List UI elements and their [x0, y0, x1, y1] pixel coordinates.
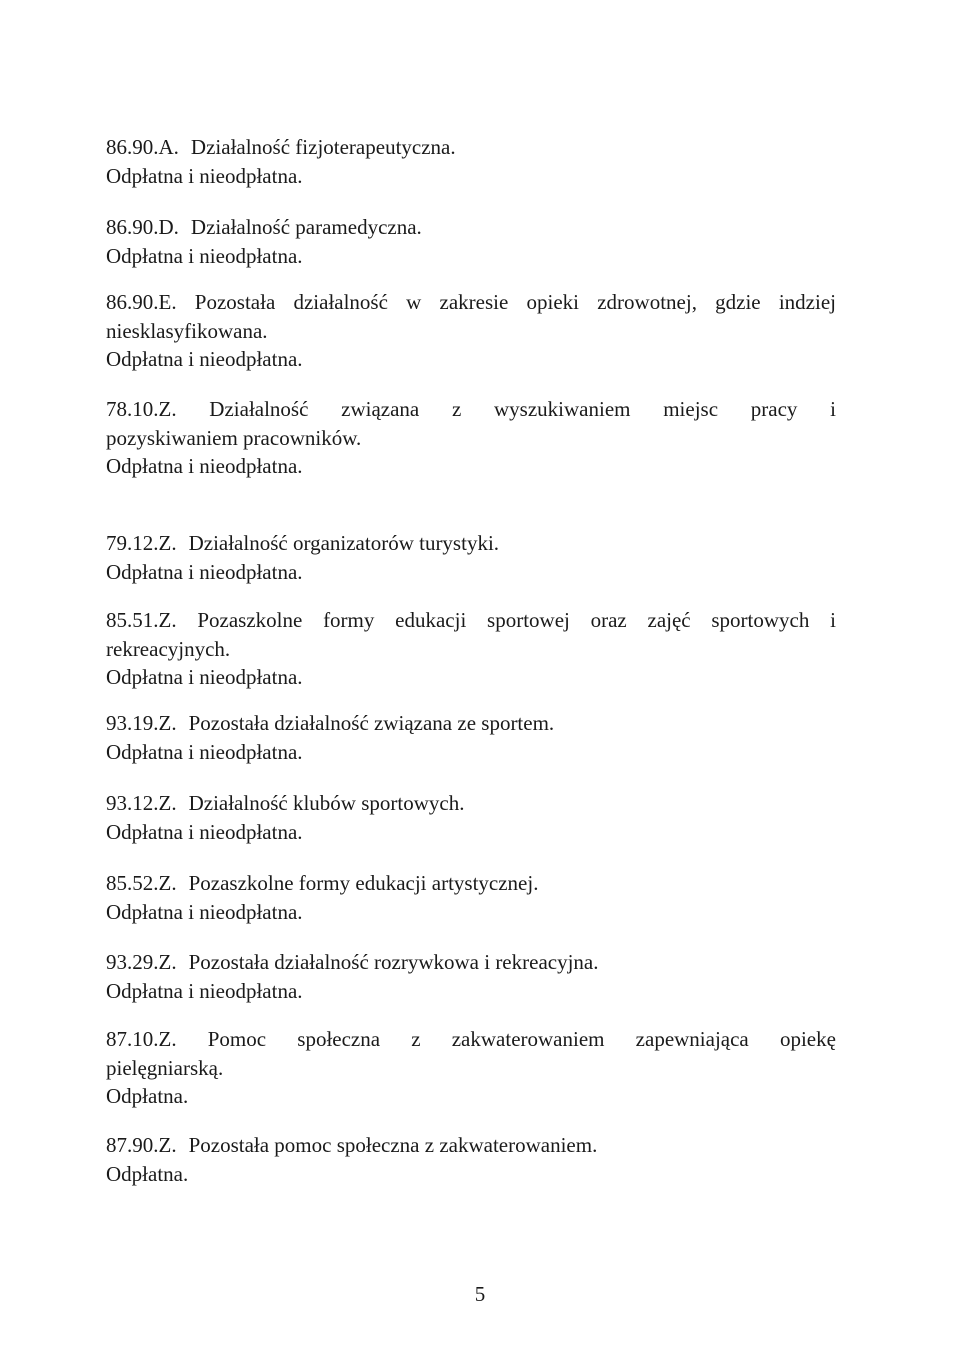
- entry-heading: [106, 1025, 836, 1054]
- title-word: zapewniająca: [635, 1027, 749, 1051]
- entry-86-90-d: [106, 213, 836, 270]
- title-word: i: [830, 397, 836, 421]
- entry-heading: [106, 789, 836, 818]
- entry-code: 86.90.A.: [106, 135, 179, 159]
- title-word: edukacji: [395, 608, 467, 632]
- title-word: w: [406, 290, 422, 314]
- entry-payment: Odpłatna i nieodpłatna.: [106, 819, 303, 844]
- title-word: gdzie: [715, 290, 761, 314]
- title-word: miejsc: [663, 397, 719, 421]
- entry-code: 78.10.Z.: [106, 397, 177, 421]
- entry-payment: Odpłatna.: [106, 1161, 189, 1186]
- entry-title-continuation: rekreacyjnych.: [106, 636, 231, 661]
- entry-payment: Odpłatna i nieodpłatna.: [106, 559, 303, 584]
- entry-heading: [106, 133, 836, 162]
- entry-payment: Odpłatna i nieodpłatna.: [106, 665, 303, 689]
- entry-heading: [106, 606, 836, 635]
- title-word: z: [451, 397, 462, 421]
- entry-title: Pozaszkolne formy edukacji artystycznej.: [188, 871, 539, 895]
- entry-title: Pozostała działalność rozrywkowa i rekreacyjna.: [188, 950, 599, 974]
- entry-86-90-a: [106, 133, 836, 190]
- entry-code: 85.51.Z.: [106, 608, 177, 632]
- entry-93-29-z: [106, 948, 836, 1005]
- entry-title: Działalność fizjoterapeutyczna.: [190, 135, 456, 159]
- entry-code: 93.19.Z.: [106, 711, 177, 735]
- title-word: Działalność: [209, 397, 309, 421]
- entry-86-90-e: [106, 288, 836, 374]
- entry-payment: Odpłatna.: [106, 1084, 189, 1108]
- entry-payment: Odpłatna i nieodpłatna.: [106, 978, 303, 1003]
- entry-heading: [106, 288, 836, 317]
- entry-payment: Odpłatna i nieodpłatna.: [106, 899, 303, 924]
- entry-code: 87.90.Z.: [106, 1133, 177, 1157]
- title-word: i: [830, 608, 836, 632]
- entry-title: Pozostała działalność związana ze sportem.: [188, 711, 555, 735]
- entry-heading: [106, 948, 836, 977]
- title-word: opiekę: [779, 1027, 836, 1051]
- title-word: indziej: [778, 290, 836, 314]
- title-word: sportowej: [487, 608, 570, 632]
- title-word: Pomoc: [207, 1027, 267, 1051]
- title-word: działalność: [293, 290, 388, 314]
- title-word: zakwaterowaniem: [451, 1027, 605, 1051]
- title-word: Pozostała: [194, 290, 276, 314]
- entry-heading: [106, 529, 836, 558]
- title-word: formy: [323, 608, 375, 632]
- entry-title: Działalność paramedyczna.: [190, 215, 422, 239]
- title-word: pracy: [750, 397, 798, 421]
- title-word: sportowych: [711, 608, 810, 632]
- page-number: 5: [474, 1282, 486, 1306]
- entry-87-90-z: [106, 1131, 836, 1188]
- entry-code: 85.52.Z.: [106, 871, 177, 895]
- entry-heading: [106, 709, 836, 738]
- entry-code: 79.12.Z.: [106, 531, 177, 555]
- entry-title-continuation: pozyskiwaniem pracowników.: [106, 425, 362, 450]
- title-word: Pozaszkolne: [197, 608, 303, 632]
- title-word: opieki: [526, 290, 580, 314]
- entry-heading: [106, 1131, 836, 1160]
- entry-code: 93.29.Z.: [106, 950, 177, 974]
- entry-79-12-z: [106, 529, 836, 586]
- entry-payment: Odpłatna i nieodpłatna.: [106, 243, 303, 268]
- entry-payment: Odpłatna i nieodpłatna.: [106, 739, 303, 764]
- entry-code: 93.12.Z.: [106, 791, 177, 815]
- entry-heading: [106, 869, 836, 898]
- title-word: zdrowotnej,: [597, 290, 697, 314]
- title-word: związana: [341, 397, 420, 421]
- title-word: oraz: [590, 608, 627, 632]
- entry-payment: Odpłatna i nieodpłatna.: [106, 454, 303, 478]
- title-word: z: [411, 1027, 421, 1051]
- entry-title-continuation: niesklasyfikowana.: [106, 318, 268, 343]
- entry-payment: Odpłatna i nieodpłatna.: [106, 163, 303, 188]
- entry-heading: [106, 213, 836, 242]
- entry-title: Pozostała pomoc społeczna z zakwaterowaniem.: [188, 1133, 598, 1157]
- entry-heading: [106, 395, 836, 424]
- entry-code: 87.10.Z.: [106, 1027, 177, 1051]
- entry-title: Działalność organizatorów turystyki.: [188, 531, 500, 555]
- title-word: społeczna: [297, 1027, 381, 1051]
- entry-title: Działalność klubów sportowych.: [188, 791, 465, 815]
- entry-78-10-z: [106, 395, 836, 481]
- entry-code: 86.90.E.: [106, 290, 177, 314]
- title-word: wyszukiwaniem: [494, 397, 631, 421]
- entry-payment: Odpłatna i nieodpłatna.: [106, 347, 303, 371]
- entry-93-12-z: [106, 789, 836, 846]
- entry-93-19-z: [106, 709, 836, 766]
- title-word: zajęć: [647, 608, 691, 632]
- entry-87-10-z: [106, 1025, 836, 1111]
- entry-title-continuation: pielęgniarską.: [106, 1055, 224, 1080]
- entry-85-51-z: [106, 606, 836, 692]
- title-word: zakresie: [439, 290, 509, 314]
- entry-code: 86.90.D.: [106, 215, 179, 239]
- entry-85-52-z: [106, 869, 836, 926]
